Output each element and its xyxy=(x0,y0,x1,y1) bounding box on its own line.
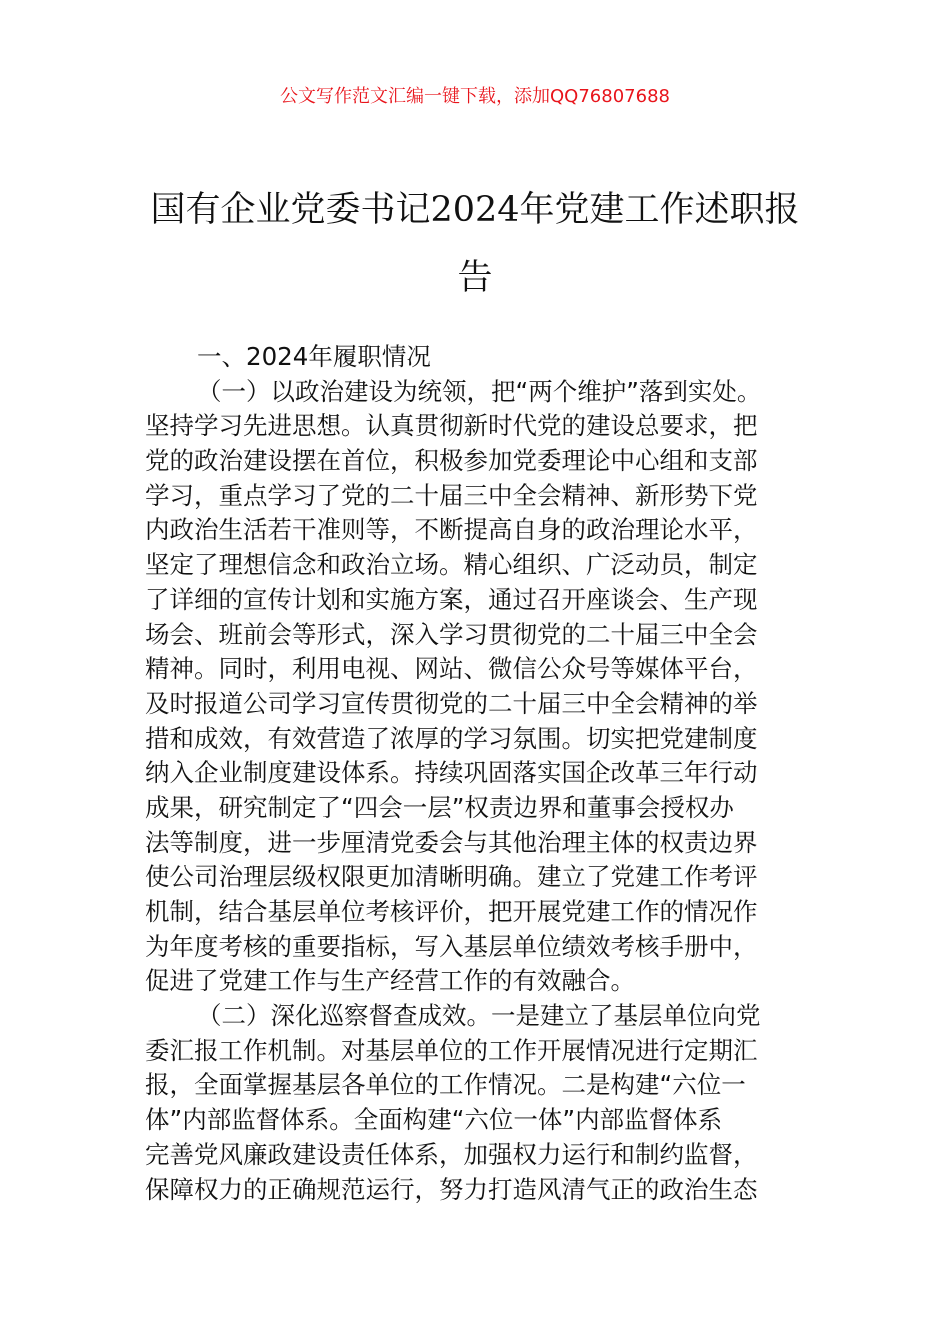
paragraph-line: 报，全面掌握基层各单位的工作情况。二是构建“六位一 xyxy=(145,1070,746,1100)
paragraph-line: 完善党风廉政建设责任体系，加强权力运行和制约监督， xyxy=(145,1139,758,1169)
download-banner-link[interactable]: 公文写作范文汇编一键下载，添加QQ76807688 xyxy=(280,86,670,107)
paragraph-line: 促进了党建工作与生产经营工作的有效融合。 xyxy=(145,966,635,996)
paragraph-line: 党的政治建设摆在首位，积极参加党委理论中心组和支部 xyxy=(145,446,758,476)
paragraph-line: 机制，结合基层单位考核评价，把开展党建工作的情况作 xyxy=(145,897,758,926)
paragraph-line: 内政治生活若干准则等，不断提高自身的政治理论水平， xyxy=(145,515,758,545)
paragraph-line: 为年度考核的重要指标，写入基层单位绩效考核手册中， xyxy=(145,931,758,961)
paragraph-line: 精神。同时，利用电视、网站、微信公众号等媒体平台， xyxy=(145,654,758,684)
title-line: 告 xyxy=(457,258,493,298)
paragraph-line: 使公司治理层级权限更加清晰明确。建立了党建工作考评 xyxy=(145,862,758,892)
title-line: 国有企业党委书记2024年党建工作述职报 xyxy=(150,190,800,230)
paragraph-line: 场会、班前会等形式，深入学习贯彻党的二十届三中全会 xyxy=(145,619,758,649)
paragraph-line: （二）深化巡察督查成效。一是建立了基层单位向党 xyxy=(197,1001,761,1031)
paragraph-line: 措和成效，有效营造了浓厚的学习氛围。切实把党建制度 xyxy=(145,723,758,753)
paragraph-line: 体”内部监督体系。全面构建“六位一体”内部监督体系 xyxy=(145,1105,723,1135)
paragraph-line: 及时报道公司学习宣传贯彻党的二十届三中全会精神的举 xyxy=(145,688,758,718)
paragraph-line: 坚定了理想信念和政治立场。精心组织、广泛动员，制定 xyxy=(145,550,758,580)
paragraph-line: 成果，研究制定了“四会一层”权责边界和董事会授权办 xyxy=(145,792,734,822)
document-title xyxy=(0,176,950,312)
paragraph-line: 坚持学习先进思想。认真贯彻新时代党的建设总要求，把 xyxy=(145,411,758,441)
paragraph-line: 纳入企业制度建设体系。持续巩固落实国企改革三年行动 xyxy=(145,758,758,788)
paragraph-line: 委汇报工作机制。对基层单位的工作开展情况进行定期汇 xyxy=(145,1035,758,1065)
document-body xyxy=(145,340,810,1207)
paragraph-line: 保障权力的正确规范运行，努力打造风清气正的政治生态 xyxy=(145,1174,758,1204)
paragraph-line: 法等制度，进一步厘清党委会与其他治理主体的权责边界 xyxy=(145,827,758,857)
paragraph-line: 了详细的宣传计划和实施方案，通过召开座谈会、生产现 xyxy=(145,584,758,614)
paragraph-line: （一）以政治建设为统领，把“两个维护”落到实处。 xyxy=(197,376,762,406)
paragraph-line: 学习，重点学习了党的二十届三中全会精神、新形势下党 xyxy=(145,480,758,510)
section-heading: 一、2024年履职情况 xyxy=(197,342,431,371)
